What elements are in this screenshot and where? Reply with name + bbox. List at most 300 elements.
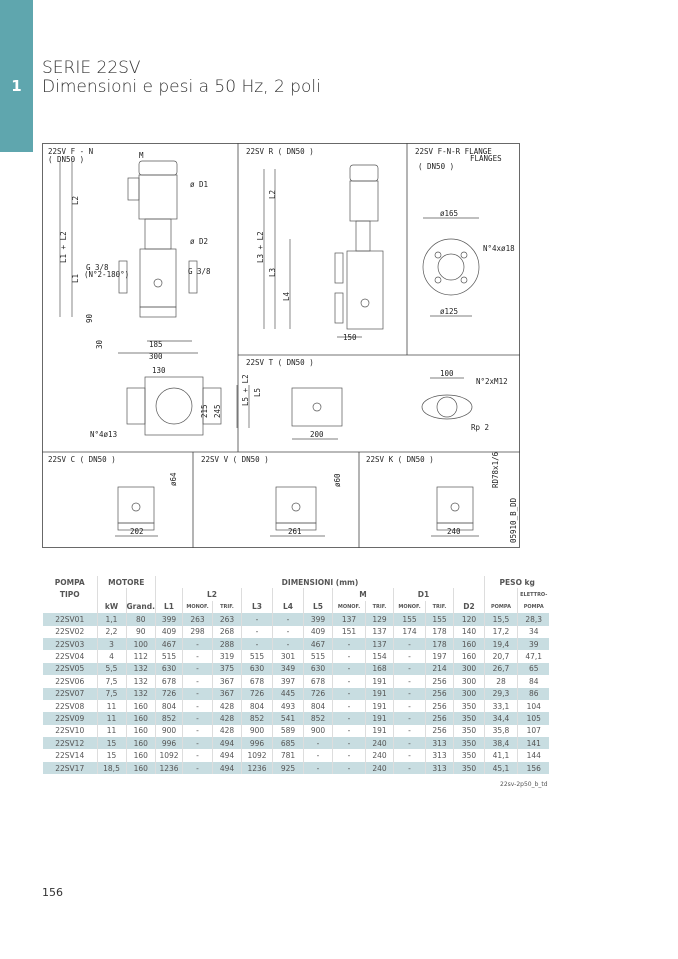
dim-label: G 3/8 [86,263,109,272]
dim-label: 100 [440,369,454,378]
table-cell: 120 [453,613,484,625]
table-cell: 397 [272,675,303,687]
table-row [43,663,549,675]
table-cell: - [182,762,212,774]
table-cell: 34 [517,626,549,638]
table-cell: 678 [303,675,332,687]
table-cell: 141 [517,737,549,749]
page-number: 156 [42,886,63,899]
dim-label: L3 [268,267,277,277]
table-cell: 144 [517,749,549,761]
dim-label: 202 [130,527,144,536]
dim-label: Rp 2 [471,423,490,432]
panel-title-r: 22SV R ( DN50 ) [246,147,314,156]
header-pompa: POMPA [54,577,85,587]
title-subtitle: Dimensioni e pesi a 50 Hz, 2 poli [42,77,321,97]
dim-label: 300 [149,352,163,361]
table-cell: 852 [155,712,182,724]
table-cell: 726 [303,688,332,700]
dimension-labels [59,151,518,543]
panel-title-k: 22SV K ( DN50 ) [366,455,434,464]
table-cell: 4 [97,650,126,662]
table-cell: 804 [155,700,182,712]
table-cell: 11 [97,700,126,712]
table-cell: 11 [97,725,126,737]
header-kw: kW [97,601,126,613]
header-l1: L1 [155,601,182,613]
table-cell: 22SV12 [43,737,97,749]
table-cell: - [393,749,425,761]
table-cell: - [393,712,425,724]
title-series: SERIE 22SV [42,58,141,78]
table-cell: 39 [517,638,549,650]
table-cell: - [182,688,212,700]
table-cell: 160 [126,749,155,761]
table-code: 22sv-2p50_b_td [500,781,548,788]
pump-t-drawing [237,378,472,439]
header-d1: D1 [393,588,453,600]
dim-label: M [139,151,144,160]
table-cell: 900 [241,725,272,737]
table-cell: 160 [126,700,155,712]
table-cell: 80 [126,613,155,625]
table-cell: 140 [453,626,484,638]
dim-label: 200 [310,430,324,439]
dim-label: L2 [268,189,277,199]
table-cell: - [241,638,272,650]
technical-drawing [42,143,520,548]
header-peso-pompa: POMPA [484,601,517,613]
table-cell: 178 [425,638,453,650]
table-cell: 22SV02 [55,627,85,637]
table-cell: - [303,749,332,761]
section-number: 1 [11,77,22,95]
header-tipo: TIPO [59,590,80,600]
dim-label: ø125 [440,307,459,316]
table-cell: 804 [241,700,272,712]
table-cell: - [182,650,212,662]
table-cell: 28,3 [517,613,549,625]
dim-label: 245 [213,404,222,418]
table-cell: 678 [241,675,272,687]
header-dimensioni: DIMENSIONI (mm) [155,576,484,588]
table-cell: 367 [212,688,241,700]
table-cell: 428 [212,700,241,712]
table-cell: - [393,675,425,687]
table-cell: 445 [272,688,303,700]
table-cell: 804 [303,700,332,712]
table-cell: 541 [272,712,303,724]
table-cell: 34,4 [484,712,517,724]
table-cell: - [393,688,425,700]
table-cell: 1092 [241,749,272,761]
table-cell: - [332,638,365,650]
table-cell: - [182,700,212,712]
table-cell: 288 [212,638,241,650]
table-row [43,638,549,650]
dim-label: (N°2-180°) [84,270,130,279]
table-cell: - [182,675,212,687]
table-cell: 301 [272,650,303,662]
table-cell: 5,5 [97,663,126,675]
table-cell: 132 [126,663,155,675]
header-elettro: ELETTRO- [517,588,549,600]
table-cell: 20,7 [484,650,517,662]
header-d1-monof: MONOF. [393,601,425,613]
table-cell: 22SV08 [55,701,85,711]
pump-fn-drawing [60,161,221,435]
table-cell: 15 [97,737,126,749]
table-cell: 132 [126,675,155,687]
table-cell: 137 [332,613,365,625]
dim-label: G 3/8 [188,267,211,276]
table-cell: 19,4 [484,638,517,650]
table-cell: 191 [365,712,393,724]
table-cell: 399 [155,613,182,625]
table-cell: 300 [453,688,484,700]
table-cell: 494 [212,762,241,774]
dim-label: N°4ø13 [90,430,118,439]
header-m-monof: MONOF. [332,601,365,613]
table-cell: 29,3 [484,688,517,700]
table-cell: 22SV07 [43,688,97,700]
table-cell: 105 [517,712,549,724]
table-cell: 852 [303,712,332,724]
table-cell: 15,5 [484,613,517,625]
table-cell: 7,5 [97,675,126,687]
table-cell: 22SV01 [43,613,97,625]
panel-subtitle-fn: ( DN50 ) [48,155,85,164]
table-cell: 45,1 [484,762,517,774]
table-cell: 900 [155,725,182,737]
dim-label: L1 + L2 [59,231,68,263]
table-row [43,749,549,761]
table-cell: 399 [303,613,332,625]
table-cell: 156 [517,762,549,774]
dim-label: 215 [200,404,209,418]
dim-label: ø60 [333,473,342,487]
table-cell: 678 [155,675,182,687]
table-cell: 428 [212,725,241,737]
table-row [43,700,549,712]
table-cell: 100 [126,638,155,650]
table-cell: 104 [517,700,549,712]
table-cell: - [393,638,425,650]
panel-title-v: 22SV V ( DN50 ) [201,455,269,464]
table-cell: 174 [393,626,425,638]
table-cell: 11 [97,712,126,724]
table-cell: 90 [126,626,155,638]
pump-r-drawing [264,165,383,337]
table-cell: 22SV03 [43,638,97,650]
table-cell: - [332,650,365,662]
table-cell: 22SV14 [55,751,85,761]
panel-title-t: 22SV T ( DN50 ) [246,358,314,367]
table-cell: 33,1 [484,700,517,712]
table-cell: 214 [425,663,453,675]
header-l5: L5 [303,601,332,613]
section-tab [0,0,33,152]
table-cell: 350 [453,737,484,749]
header-l2-monof: MONOF. [182,601,212,613]
table-cell: - [182,638,212,650]
table-row [43,762,549,774]
table-cell: 515 [155,650,182,662]
table-cell: 160 [453,638,484,650]
table-cell: 15 [97,749,126,761]
table-cell: - [332,688,365,700]
table-cell: 630 [241,663,272,675]
table-cell: 350 [453,712,484,724]
table-cell: 240 [365,749,393,761]
table-cell: 155 [393,613,425,625]
table-cell: - [303,762,332,774]
table-cell: 494 [212,737,241,749]
table-cell: 38,4 [484,737,517,749]
table-cell: 298 [182,626,212,638]
header-motore: MOTORE [97,576,155,588]
table-cell: 493 [272,700,303,712]
panel-title-fn: 22SV F - N [48,147,94,156]
table-cell: 428 [212,712,241,724]
table-cell: 17,2 [484,626,517,638]
table-cell: 630 [155,663,182,675]
table-row [43,737,549,749]
table-cell: 41,1 [484,749,517,761]
table-cell: 160 [126,762,155,774]
table-cell: - [272,638,303,650]
table-cell: 191 [365,700,393,712]
table-cell: 726 [241,688,272,700]
table-cell: - [393,737,425,749]
table-cell: 1236 [241,762,272,774]
dim-label: L3 + L2 [256,231,265,263]
dim-label: N°4xø18 [483,244,515,253]
table-cell: 26,7 [484,663,517,675]
table-cell: - [272,613,303,625]
table-cell: 256 [425,688,453,700]
header-m: M [332,588,393,600]
dim-label: 185 [149,340,163,349]
dim-label: 240 [447,527,461,536]
panel-title-c: 22SV C ( DN50 ) [48,455,116,464]
table-cell: 22SV17 [43,762,97,774]
table-cell: 467 [155,638,182,650]
header-peso: PESO kg [484,576,549,588]
table-cell: 86 [517,688,549,700]
dim-label: 30 [95,339,104,349]
table-cell: - [332,663,365,675]
table-cell: 47,1 [517,650,549,662]
table-cell: 240 [365,737,393,749]
table-cell: - [332,700,365,712]
table-cell: 263 [182,613,212,625]
table-cell: 132 [126,688,155,700]
table-cell: - [272,626,303,638]
table-cell: 28 [484,675,517,687]
table-cell: 996 [155,737,182,749]
table-cell: 726 [155,688,182,700]
header-peso-elettropompa: POMPA [517,601,549,613]
table-cell: 151 [332,626,365,638]
table-cell: 137 [365,638,393,650]
table-cell: 256 [425,675,453,687]
dim-label: ø64 [169,472,178,486]
header-l3: L3 [241,601,272,613]
flange-drawing [423,218,479,316]
table-cell: 313 [425,737,453,749]
table-cell: 900 [303,725,332,737]
dim-label: L5 [253,387,262,397]
table-cell: 515 [303,650,332,662]
table-cell: - [332,762,365,774]
table-cell: 852 [241,712,272,724]
table-cell: 18,5 [97,762,126,774]
header-l2: L2 [182,588,241,600]
table-cell: 240 [365,762,393,774]
panel-subtitle-flange: ( DN50 ) [418,162,455,171]
dimensions-table [43,576,549,774]
table-cell: 7,5 [97,688,126,700]
header-d1-trif: TRIF. [425,601,453,613]
dim-label: L4 [282,291,291,301]
table-cell: 65 [517,663,549,675]
table-cell: - [182,712,212,724]
table-cell: 22SV05 [43,663,97,675]
table-row [43,712,549,724]
table-cell: 1,1 [97,613,126,625]
table-cell: 313 [425,762,453,774]
table-cell: - [393,725,425,737]
table-cell: 160 [453,650,484,662]
dim-label: L2 [71,195,80,205]
table-cell: - [332,725,365,737]
table-cell: 263 [212,613,241,625]
table-cell: - [182,663,212,675]
table-row [43,675,549,687]
table-cell: 409 [303,626,332,638]
table-cell: 168 [365,663,393,675]
table-row [43,725,549,737]
table-cell: - [393,663,425,675]
table-cell: 84 [517,675,549,687]
table-cell: - [182,725,212,737]
dim-label: 150 [343,333,357,342]
header-grand: Grand. [126,602,155,612]
table-row [43,626,549,638]
table-cell: 313 [425,749,453,761]
table-row [43,688,549,700]
table-cell: 685 [272,737,303,749]
table-cell: 1092 [155,749,182,761]
header-l4: L4 [272,601,303,613]
table-cell: 22SV10 [55,726,85,736]
table-cell: 996 [241,737,272,749]
dim-label: RD78x1/6 [491,451,500,488]
table-cell: 375 [212,663,241,675]
table-cell: - [332,737,365,749]
table-cell: - [182,737,212,749]
page-title [42,59,321,97]
table-cell: 22SV06 [55,676,85,686]
table-cell: 22SV09 [43,712,97,724]
dim-label: ø D2 [190,237,209,246]
table-cell: 781 [272,749,303,761]
table-row [43,650,549,662]
drawing-code: 05910_B_DD [509,497,518,543]
table-cell: 256 [425,712,453,724]
table-cell: 191 [365,688,393,700]
table-cell: 191 [365,725,393,737]
table-cell: 350 [453,749,484,761]
table-cell: 494 [212,749,241,761]
header-l2-trif: TRIF. [212,601,241,613]
table-cell: - [241,613,272,625]
table-cell: 178 [425,626,453,638]
dim-label: 90 [85,313,94,323]
header-m-trif: TRIF. [365,601,393,613]
table-cell: - [393,762,425,774]
table-cell: - [332,675,365,687]
table-cell: 515 [241,650,272,662]
table-cell: 350 [453,700,484,712]
table-cell: 107 [517,725,549,737]
table-cell: - [241,626,272,638]
table-cell: 112 [126,650,155,662]
table-cell: - [303,737,332,749]
table-cell: 191 [365,675,393,687]
table-cell: 467 [303,638,332,650]
table-cell: - [332,749,365,761]
table-cell: 155 [425,613,453,625]
table-cell: 35,8 [484,725,517,737]
table-cell: 367 [212,675,241,687]
table-cell: 350 [453,725,484,737]
table-cell: 300 [453,663,484,675]
table-cell: 319 [212,650,241,662]
table-cell: 350 [453,762,484,774]
table-cell: 349 [272,663,303,675]
table-cell: 22SV04 [55,652,85,662]
dim-label: 261 [288,527,302,536]
table-cell: - [332,712,365,724]
table-cell: 2,2 [97,626,126,638]
table-cell: 268 [212,626,241,638]
table-cell: 137 [365,626,393,638]
table-row [43,613,549,625]
table-cell: - [393,650,425,662]
table-cell: 409 [155,626,182,638]
table-cell: 256 [425,725,453,737]
dim-label: ø D1 [190,180,209,189]
dim-label: L1 [71,273,80,283]
table-cell: 160 [126,737,155,749]
table-cell: 256 [425,700,453,712]
table-cell: 925 [272,762,303,774]
table-cell: - [393,700,425,712]
table-cell: - [182,749,212,761]
dim-label: ø165 [440,209,459,218]
table-cell: 160 [126,725,155,737]
dim-label: 130 [152,366,166,375]
table-cell: 300 [453,675,484,687]
header-d2: D2 [453,601,484,613]
panel-title-flange: 22SV F-N-R FLANGE [415,147,492,156]
table-cell: 129 [365,613,393,625]
dim-label: L5 + L2 [241,374,250,406]
table-cell: 197 [425,650,453,662]
table-cell: 630 [303,663,332,675]
